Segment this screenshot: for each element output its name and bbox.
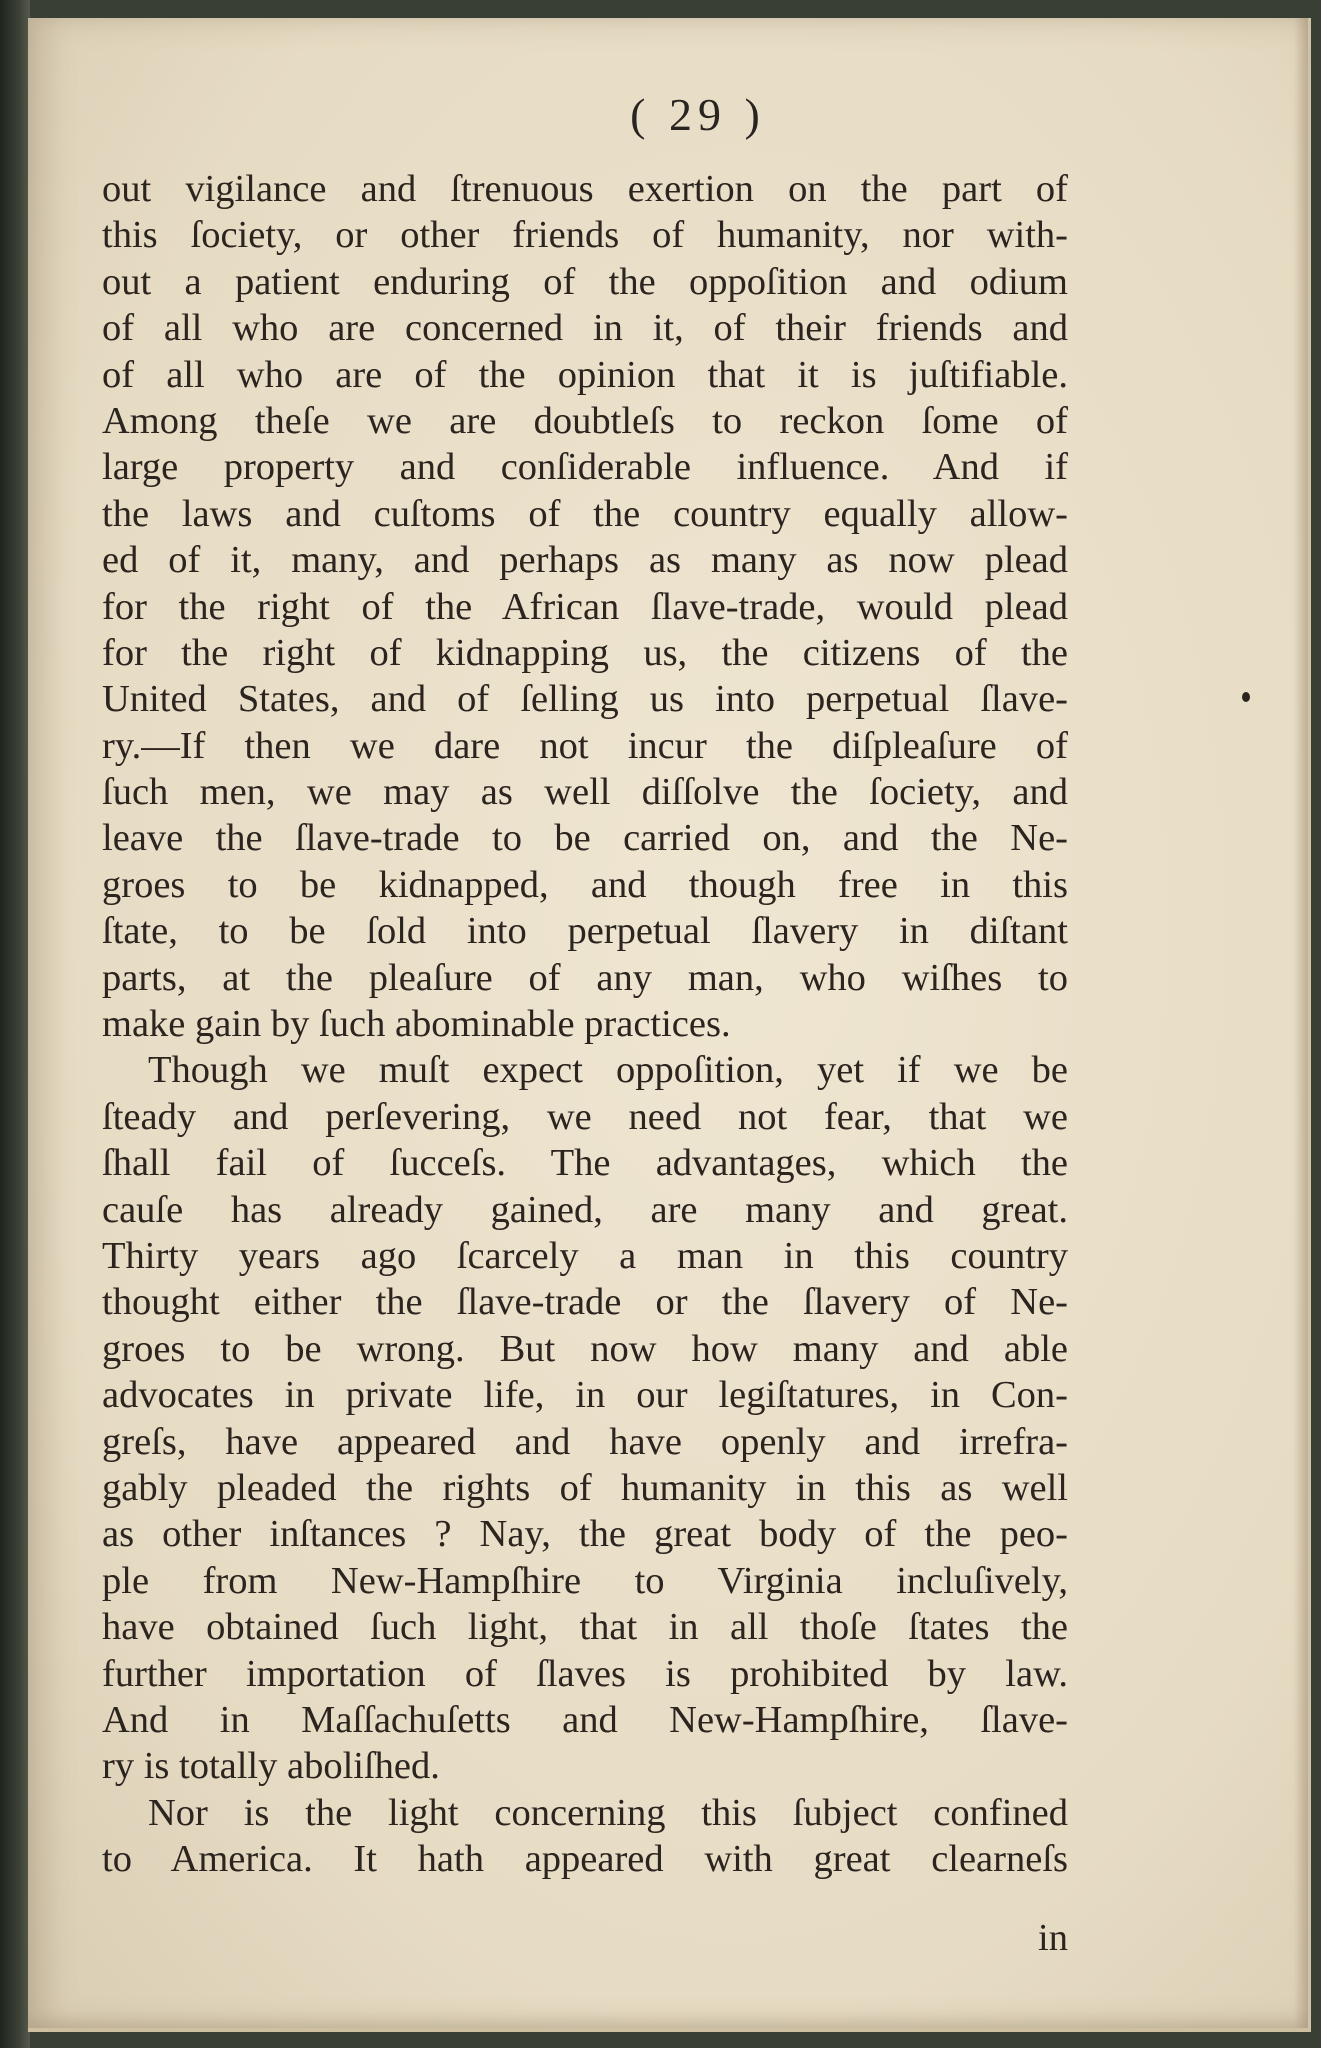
- text-line: ple from New-Hampſhire to Virginia incluſively,: [102, 1559, 1068, 1602]
- page-edge-shadow: [1294, 18, 1308, 2028]
- text-line: the laws and cuſtoms of the country equally allow-: [102, 492, 1068, 535]
- text-line: ſteady and perſevering, we need not fear, that we: [102, 1095, 1068, 1138]
- text-line: thought either the ſlave-trade or the ſlavery of Ne-: [102, 1281, 1068, 1324]
- text-line: ed of it, many, and perhaps as many as now plead: [102, 539, 1068, 582]
- text-line: out vigilance and ſtrenuous exertion on the part of: [102, 168, 1068, 210]
- text-line: groes to be wrong. But now how many and able: [102, 1327, 1068, 1370]
- text-line: for the right of kidnapping us, the citizens of the: [102, 631, 1068, 674]
- ink-speck: [1242, 692, 1250, 702]
- text-line: as other inſtances ? Nay, the great body of the peo-: [102, 1513, 1068, 1556]
- text-line: out a patient enduring of the oppoſition and odium: [102, 260, 1068, 303]
- text-line: Though we muſt expect oppoſition, yet if we be: [148, 1049, 1068, 1092]
- text-line: for the right of the African ſlave-trade, would plead: [102, 585, 1068, 628]
- catchword: in: [1038, 1917, 1068, 1959]
- text-line: further importation of ſlaves is prohibited by law.: [102, 1652, 1068, 1695]
- page-number: ( 29 ): [630, 89, 766, 140]
- book-page: [28, 18, 1311, 2032]
- text-line: large property and conſiderable influence. And if: [102, 446, 1068, 489]
- text-line: parts, at the pleaſure of any man, who wiſhes to: [102, 956, 1068, 999]
- text-line: leave the ſlave-trade to be carried on, and the Ne-: [102, 817, 1068, 860]
- text-line: gably pleaded the rights of humanity in this as well: [102, 1466, 1068, 1509]
- text-line: advocates in private life, in our legiſtatures, in Con-: [102, 1374, 1068, 1417]
- text-line: ry.—If then we dare not incur the diſpleaſure of: [102, 724, 1068, 767]
- text-line: of all who are of the opinion that it is juſtifiable.: [102, 353, 1068, 396]
- text-line: ry is totally aboliſhed.: [102, 1745, 440, 1788]
- text-line: groes to be kidnapped, and though free in this: [102, 863, 1068, 906]
- text-line: Nor is the light concerning this ſubject confined: [148, 1791, 1068, 1834]
- text-line: Thirty years ago ſcarcely a man in this country: [102, 1234, 1068, 1277]
- body-text: [102, 166, 1068, 1882]
- text-line: of all who are concerned in it, of their friends and: [102, 307, 1068, 350]
- book-binding: [0, 0, 30, 2048]
- text-line: United States, and of ſelling us into perpetual ſlave-: [102, 678, 1068, 721]
- text-line: to America. It hath appeared with great clearneſs: [102, 1838, 1068, 1881]
- text-line: And in Maſſachuſetts and New-Hampſhire, ſlave-: [102, 1698, 1068, 1741]
- text-line: ſhall fail of ſucceſs. The advantages, which the: [102, 1142, 1068, 1185]
- text-line: make gain by ſuch abominable practices.: [102, 1003, 731, 1046]
- text-line: ſtate, to be ſold into perpetual ſlavery in diſtant: [102, 910, 1068, 953]
- text-line: cauſe has already gained, are many and great.: [102, 1188, 1068, 1231]
- text-line: ſuch men, we may as well diſſolve the ſociety, and: [102, 771, 1068, 814]
- text-line: greſs, have appeared and have openly and irrefra-: [102, 1420, 1068, 1463]
- text-line: this ſociety, or other friends of humanity, nor with-: [102, 214, 1068, 257]
- text-line: have obtained ſuch light, that in all thoſe ſtates the: [102, 1606, 1068, 1649]
- text-line: Among theſe we are doubtleſs to reckon ſome of: [102, 399, 1068, 442]
